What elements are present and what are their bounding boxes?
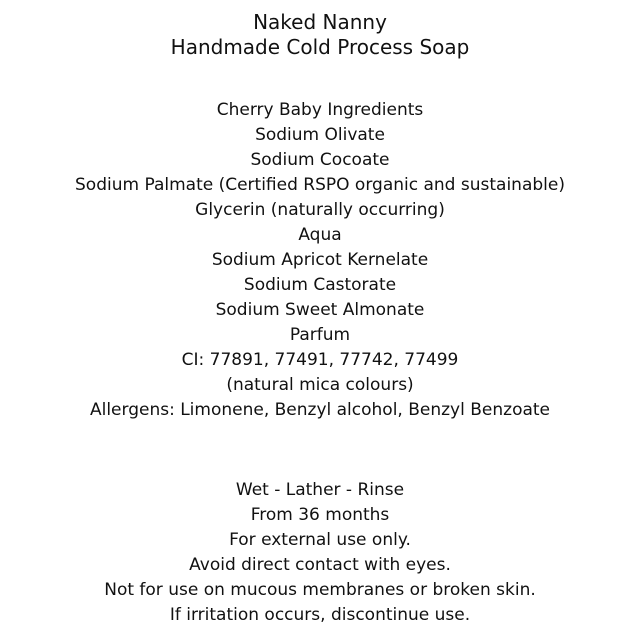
ingredient-item: CI: 77891, 77491, 77742, 77499 [181, 350, 459, 370]
usage-line: If irritation occurs, discontinue use. [169, 605, 471, 625]
usage-line: Not for use on mucous membranes or broken skin. [104, 580, 536, 600]
ingredients-heading: Cherry Baby Ingredients [216, 100, 424, 120]
ingredient-item: Sodium Apricot Kernelate [211, 250, 429, 270]
ingredient-item: Glycerin (naturally occurring) [195, 200, 445, 220]
ingredient-item: Aqua [298, 225, 342, 245]
ingredient-item: (natural mica colours) [226, 375, 414, 395]
ingredient-item: Sodium Cocoate [250, 150, 390, 170]
usage-line: Wet - Lather - Rinse [235, 480, 405, 500]
ingredient-item: Parfum [289, 325, 351, 345]
usage-line: For external use only. [229, 530, 411, 550]
product-subtitle: Handmade Cold Process Soap [170, 35, 470, 59]
allergens-line: Allergens: Limonene, Benzyl alcohol, Benzyl Benzoate [89, 400, 551, 420]
ingredients-section [0, 98, 640, 423]
usage-line: From 36 months [250, 505, 390, 525]
ingredient-item: Sodium Olivate [255, 125, 385, 145]
ingredient-item: Sodium Castorate [243, 275, 397, 295]
usage-line: Avoid direct contact with eyes. [189, 555, 451, 575]
ingredient-item: Sodium Sweet Almonate [215, 300, 425, 320]
label-header [0, 10, 640, 60]
brand-name: Naked Nanny [253, 10, 387, 34]
usage-section [0, 478, 640, 628]
ingredient-item: Sodium Palmate (Certified RSPO organic and sustainable) [75, 175, 565, 195]
